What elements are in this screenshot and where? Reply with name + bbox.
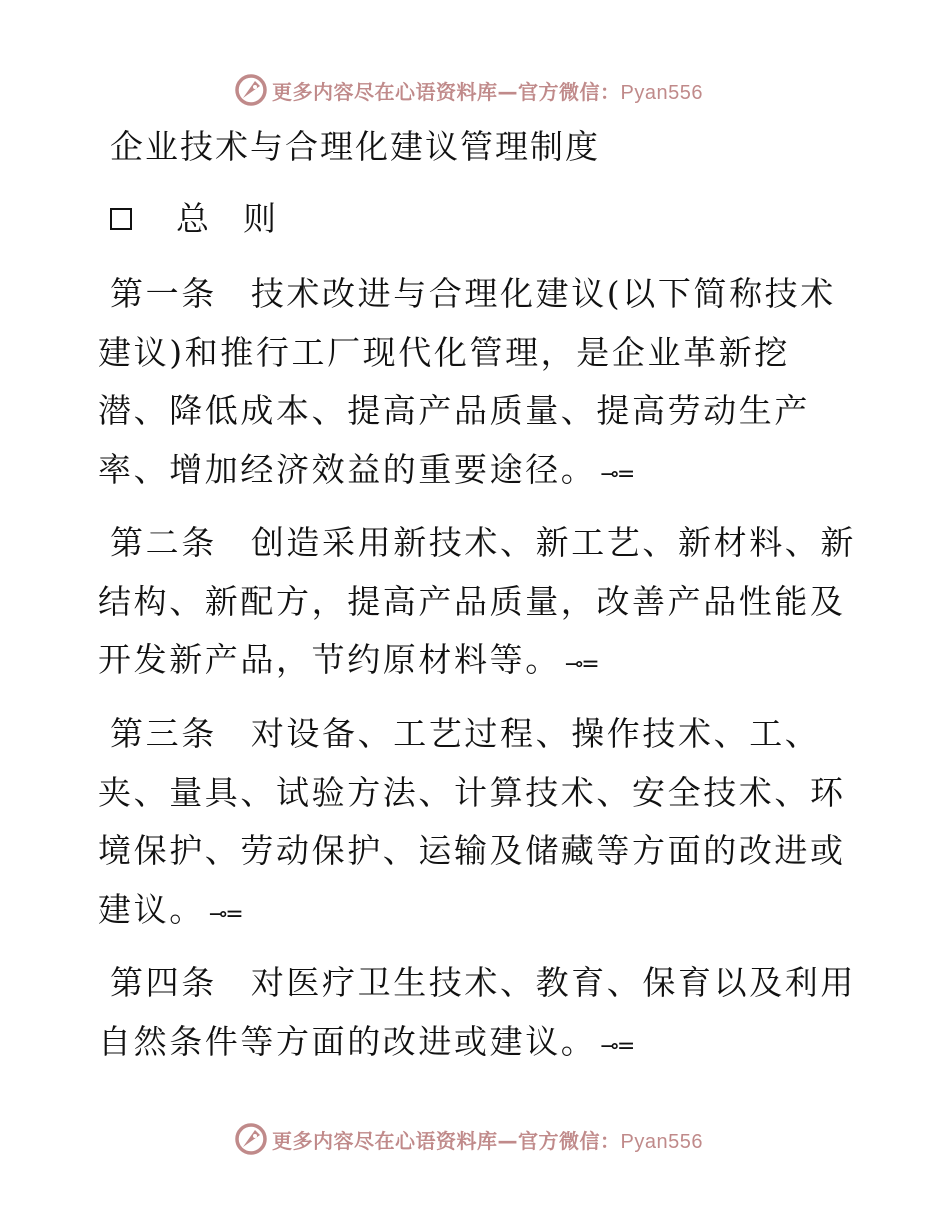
watermark-header bbox=[234, 72, 703, 108]
paragraph-mark-icon: ⊸= bbox=[564, 652, 598, 677]
watermark-id: Pyan556 bbox=[620, 1130, 703, 1153]
checkbox-square-icon bbox=[110, 208, 132, 230]
article-number: 第四条 bbox=[110, 963, 217, 1002]
article-text: 对医疗卫生技术、教育、保育以及利用自然条件等方面的改进或建议。 bbox=[98, 963, 857, 1061]
section-heading bbox=[110, 194, 310, 244]
article-4 bbox=[98, 954, 858, 1076]
article-number: 第三条 bbox=[110, 714, 217, 753]
section-heading-label: 总则 bbox=[176, 199, 310, 238]
article-2 bbox=[98, 514, 858, 695]
article-number: 第二条 bbox=[110, 523, 217, 562]
article-text: 创造采用新技术、新工艺、新材料、新结构、新配方，提高产品质量，改善产品性能及开发新产品，节约原材料等。 bbox=[98, 523, 857, 679]
paragraph-mark-icon: ⊸= bbox=[600, 1033, 634, 1059]
watermark-text: 更多内容尽在心语资料库—官方微信：Pyan556 bbox=[272, 1128, 703, 1153]
pen-nib-circle-icon bbox=[234, 73, 268, 107]
article-1 bbox=[98, 265, 858, 504]
watermark-id: Pyan556 bbox=[620, 81, 703, 104]
watermark-text: 更多内容尽在心语资料库—官方微信：Pyan556 bbox=[272, 79, 703, 104]
pen-nib-circle-icon bbox=[234, 1122, 268, 1156]
watermark-footer bbox=[234, 1121, 703, 1157]
article-number: 第一条 bbox=[110, 274, 217, 313]
paragraph-mark-icon: ⊸= bbox=[600, 461, 634, 487]
paragraph-mark-icon: ⊸= bbox=[208, 901, 242, 927]
article-text: 技术改进与合理化建议(以下简称技术建议)和推行工厂现代化管理，是企业革新挖潜、降低成本、提高产品质量、提高劳动生产率、增加经济效益的重要途径。 bbox=[98, 274, 836, 489]
page-title: 企业技术与合理化建议管理制度 bbox=[110, 127, 600, 166]
article-text: 对设备、工艺过程、操作技术、工、夹、量具、试验方法、计算技术、安全技术、环境保护、劳动保护、运输及储藏等方面的改进或建议。 bbox=[98, 714, 846, 929]
article-3 bbox=[98, 705, 858, 944]
